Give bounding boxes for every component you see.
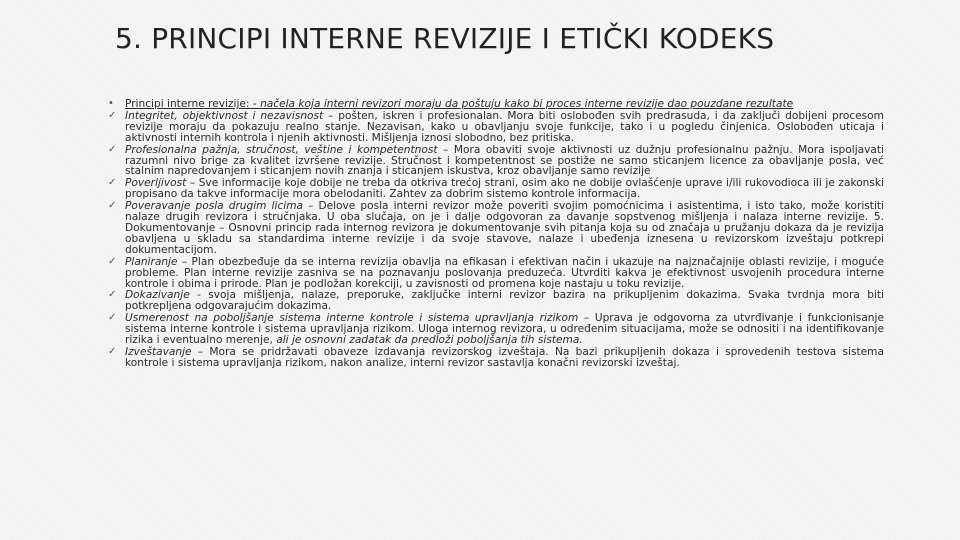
slide-body — [108, 99, 884, 370]
item-text: – Mora se pridržavati obaveze izdavanja revizorskog izveštaja. Na bazi prikupljenih dokaza i sprovedenih testova sistema kontrole i sistema upravljanja rizikom, nakon analize, interni revizor sastavlja konačni revizorski izveštaj. — [125, 345, 884, 369]
checkmark-icon: ✓ — [108, 143, 117, 155]
item-text: – Mora obaviti svoje aktivnosti uz dužnju profesionalnu pažnju. Mora ispoljavati razumni nivo brige za kvalitet izvršene revizije. Stručnost i kompetentnost se postiže ne samo sticanjem licence za obavljanje posla, već stalnim napredovanjem i sticanjem novih znanja i sticanjem iskustva, kroz obavljanje samo revizije — [125, 143, 885, 178]
item-text: – Delove posla interni revizor može poveriti svojim pomoćnicima i asistentima, i isto tako, može koristiti nalaze drugih revizora i stručnjaka. U oba slučaja, on je i dalje odgovoran za davanje sopstvenog mišljenja i nalaza interne revizije. 5. Dokumentovanje – Osnovni princip rada internog revizora je dokumentovanje svih pitanja koja su od značaja u pružanju dokaza da je revizija obavljena u skladu sa standardima interne revizije i da svoje stavove, nalaze i ubeđenja iznesena u revizorskom izveštaju potkrepi dokumentacijom. — [125, 200, 884, 256]
item-text-emphasis: ali je osnovni zadatak da predloži poboljšanja tih sistema. — [276, 334, 583, 347]
checkmark-icon: ✓ — [108, 345, 117, 357]
checkmark-icon: ✓ — [108, 177, 117, 189]
item-term: Dokazivanje — [125, 289, 190, 302]
item-text: – Sve informacije koje dobije ne treba da otkriva trećoj strani, osim ako ne dobije ovlašćenje uprave i/ili rukovodioca ili je zakonski propisano da takve informacije mora obelodaniti. Zahtev za dobrim sistemo kontrole informacija. — [125, 177, 884, 201]
list-item — [108, 201, 884, 256]
slide-title: 5. PRINCIPI INTERNE REVIZIJE I ETIČKI KODEKS — [115, 22, 775, 55]
item-term: Usmerenost na poboljšanje sistema interne kontrole i sistema upravljanja rizikom — [125, 312, 579, 325]
item-term: Integritet, objektivnost i nezavisnost — [125, 109, 324, 122]
item-text: – Plan obezbeđuje da se interna revizija obavlja na efikasan i efektivan način i ukazuje na najznačajnije oblasti revizije, i moguće probleme. Plan interne revizije zasniva se na poznavanju poslovanja preduzeća. Utvrditi kakva je efektivnost usvojenih procedura interne kontrole i obima i prirode. Plan je podložan korekciji, u zavisnosti od promena koje nastaju u toku revizije. — [125, 255, 884, 290]
intro-lead: Principi interne revizije: - — [125, 98, 261, 110]
list-item — [108, 257, 884, 290]
list-item — [108, 145, 884, 178]
list-item — [108, 347, 884, 369]
item-term: Planiranje — [125, 255, 178, 268]
item-term: Izveštavanje — [125, 345, 192, 358]
list-item — [108, 178, 884, 200]
item-text: - svoja mišljenja, nalaze, preporuke, zaključke interni revizor bazira na prikupljenim dokazima. Svaka tvrdnja mora biti potkrepljena odgovarajućim dokazima. — [125, 289, 884, 313]
item-term: Poveravanje posla drugim licima — [125, 200, 304, 213]
intro-item — [108, 99, 884, 110]
checkmark-icon: ✓ — [108, 289, 117, 301]
item-text: – Uprava je odgovorna za utvrđivanje i funkcionisanje sistema interne kontrole i sistema upravljanja rizikom. Uloga internog revizora, u određenim situacijama, može se odnositi i na identifikovanje rizika i eventualno merenje, — [125, 312, 884, 347]
intro-rest: načela koja interni revizori moraju da poštuju kako bi proces interne revizije dao pouzdane rezultate — [260, 98, 794, 110]
list-item — [108, 290, 884, 312]
checkmark-icon: ✓ — [108, 312, 117, 324]
item-text: – pošten, iskren i profesionalan. Mora biti oslobođen svih predrasuda, i da zaključi dobijeni procesom revizije moraju da pokazuju realno stanje. Nezavisan, kako u obavljanju svoje funkcije, tako i u pogledu činjenica. Oslobođen uticaja i aktivnosti internih kontrola i njenih aktivnosti. Mišljenja iznosi slobodno, bez pritiska. — [125, 109, 884, 144]
checkmark-icon: ✓ — [108, 109, 117, 121]
item-term: Profesionalna pažnja, stručnost, veštine i kompetentnost — [125, 143, 438, 156]
list-item — [108, 111, 884, 144]
list-item — [108, 313, 884, 346]
checkmark-icon: ✓ — [108, 200, 117, 212]
checkmark-icon: ✓ — [108, 255, 117, 267]
item-term: Poverljivost — [125, 177, 187, 190]
bullet-icon: • — [108, 98, 114, 109]
